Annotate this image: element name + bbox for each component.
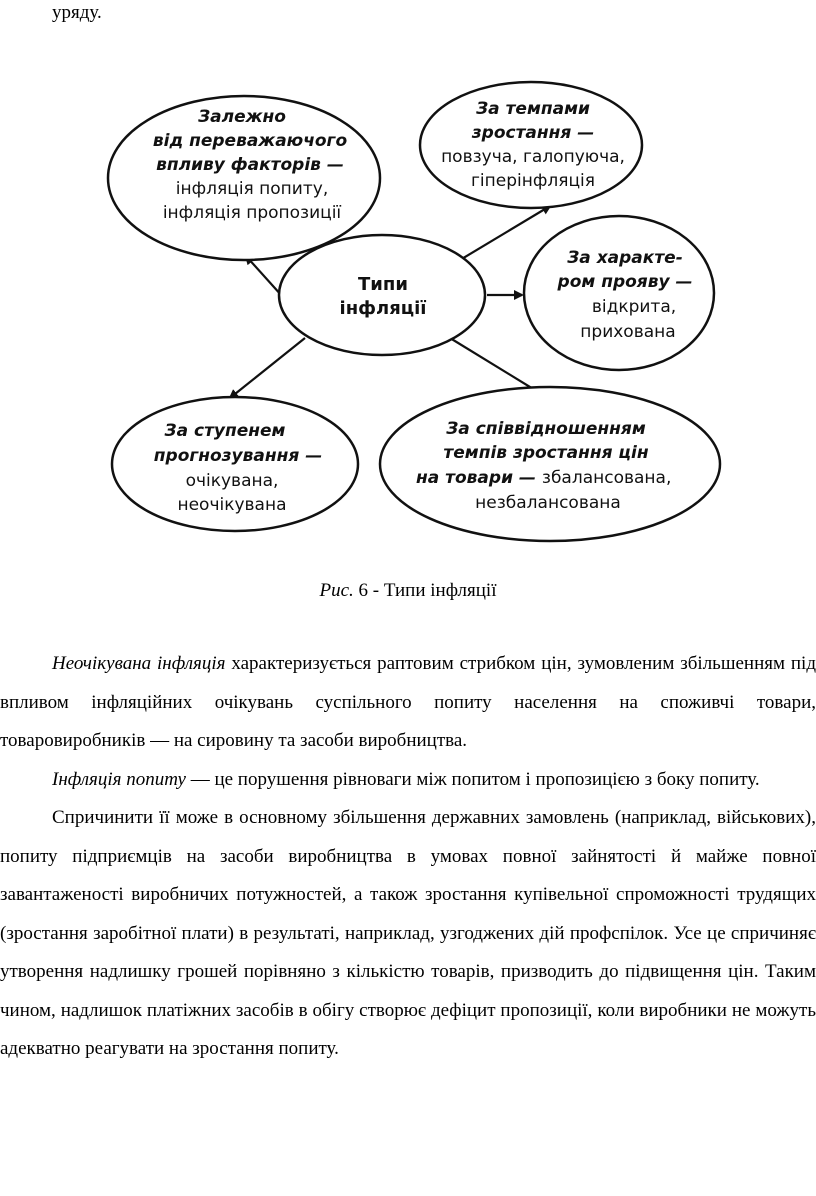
node-manifestation [524, 216, 714, 370]
rate-value-1: повзуча, галопуюча, [441, 147, 625, 167]
paragraph-1-term: Неочікувана інфляція [52, 653, 226, 674]
node-center [279, 235, 485, 355]
paragraph-2 [0, 761, 816, 800]
factors-value-1: інфляція попиту, [175, 179, 329, 199]
caption-text: 6 - Типи інфляції [358, 580, 497, 601]
rate-title-1: За темпами [476, 99, 590, 119]
factors-title-1: Залежно [198, 107, 286, 127]
manifestation-title-2: ром прояву — [557, 272, 693, 292]
caption-prefix: Рис. [319, 580, 354, 601]
paragraph-2-term: Інфляція попиту [52, 768, 186, 790]
forecast-value-1: очікувана, [185, 471, 279, 491]
paragraph-1 [0, 645, 816, 761]
paragraph-1-text: характеризується раптовим стрибком цін, зумовленим збільшенням під впливом інфляційних очікувань суспільного попиту населення на споживчі товари, товаровиробників — на сировину та засоби виробництва. [0, 653, 816, 751]
rate-title-2: зростання — [471, 123, 595, 143]
ratio-title-1: За співвідношенням [446, 419, 646, 439]
paragraph-2-text: — це порушення рівноваги між попитом і пропозицією з боку попиту. [185, 768, 760, 790]
paragraph-3-text: Спричинити її може в основному збільшення державних замовлень (наприклад, військових), попиту підприємців на засоби виробництва в умовах повної зайнятості й майже повної завантаженості виробничих потужностей, а також зростання купівельної спроможності трудящих (зростання заробітної плати) в результаті, наприклад, узгоджених дій профспілок. Усе це спричиняє утворення надлишку грошей порівняно з кількістю товарів, призводить до підвищення цін. Таким чином, надлишок платіжних засобів в обігу створює дефіцит пропозиції, коли виробники не можуть адекватно реагувати на зростання попиту. [0, 807, 816, 1059]
arrow-to-forecast [230, 338, 305, 398]
factors-value-2: інфляція пропозиції [162, 203, 342, 223]
inflation-types-diagram [0, 80, 816, 560]
forecast-title-1: За ступенем [164, 421, 286, 441]
manifestation-title-1: За характе- [567, 248, 683, 268]
ratio-title-3-line [416, 468, 671, 488]
figure-caption [0, 580, 816, 602]
node-ratio [380, 387, 720, 541]
ratio-value-1: незбалансована [475, 493, 621, 513]
rate-value-2: гіперінфляція [470, 171, 596, 191]
ratio-inline-value: збалансована, [541, 468, 672, 488]
arrow-to-rate [460, 206, 550, 260]
center-line-2: інфляції [339, 298, 427, 319]
arrow-to-factors [246, 256, 282, 296]
manifestation-value-2: прихована [580, 322, 676, 342]
ratio-title-2: темпів зростання цін [443, 443, 649, 463]
body-text [0, 645, 816, 1069]
factors-title-2: від переважаючого [152, 131, 348, 151]
ratio-title-3: на товари — [416, 468, 536, 488]
paragraph-3 [0, 799, 816, 1069]
forecast-title-2: прогнозування — [153, 446, 323, 466]
factors-title-3: впливу факторів — [156, 155, 344, 175]
manifestation-value-1: відкрита, [591, 297, 677, 317]
top-fragment: уряду. [52, 2, 102, 23]
forecast-value-2: неочікувана [177, 495, 287, 515]
center-line-1: Типи [358, 274, 408, 295]
